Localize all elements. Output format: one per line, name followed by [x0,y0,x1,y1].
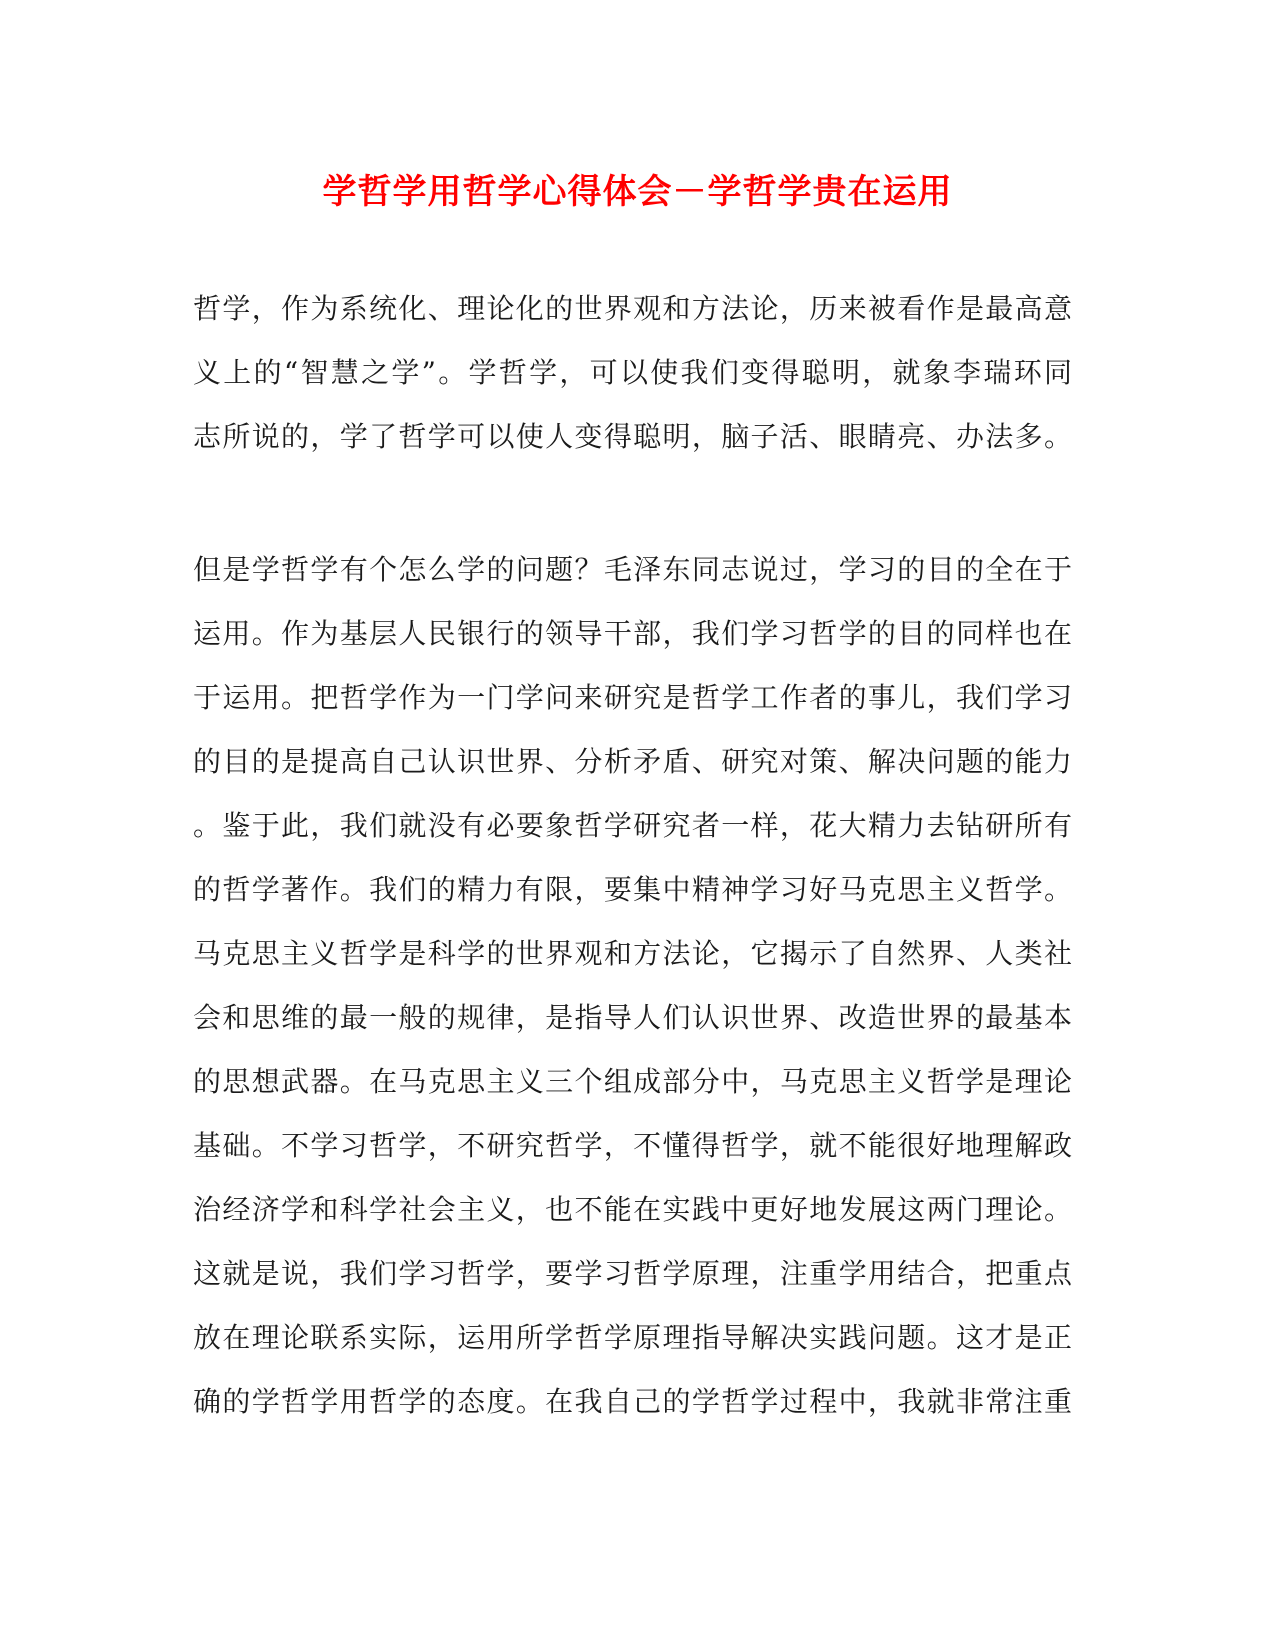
paragraph-line: 确的学哲学用哲学的态度。在我自己的学哲学过程中，我就非常注重 [193,1385,1073,1418]
paragraph-line: 于运用。把哲学作为一门学问来研究是哲学工作者的事儿，我们学习 [193,681,1073,714]
paragraph-line: 的哲学著作。我们的精力有限，要集中精神学习好马克思主义哲学。 [193,873,1073,906]
paragraph-2 [193,538,1073,1434]
paragraph-line: 马克思主义哲学是科学的世界观和方法论，它揭示了自然界、人类社 [193,937,1073,970]
paragraph-1 [193,277,1073,469]
paragraph-line: 治经济学和科学社会主义，也不能在实践中更好地发展这两门理论。 [193,1193,1073,1226]
paragraph-line: 义上的“智慧之学”。学哲学，可以使我们变得聪明，就象李瑞环同 [193,356,1073,389]
paragraph-line: 运用。作为基层人民银行的领导干部，我们学习哲学的目的同样也在 [193,617,1073,650]
paragraph-line: 但是学哲学有个怎么学的问题？毛泽东同志说过，学习的目的全在于 [193,553,1073,586]
paragraph-line: 这就是说，我们学习哲学，要学习哲学原理，注重学用结合，把重点 [193,1257,1073,1290]
paragraph-line: 会和思维的最一般的规律，是指导人们认识世界、改造世界的最基本 [193,1001,1073,1034]
paragraph-line: 哲学，作为系统化、理论化的世界观和方法论，历来被看作是最高意 [193,292,1073,325]
paragraph-line: 。鉴于此，我们就没有必要象哲学研究者一样，花大精力去钻研所有 [193,809,1073,842]
paragraph-line: 的目的是提高自己认识世界、分析矛盾、研究对策、解决问题的能力 [193,745,1073,778]
paragraph-line: 放在理论联系实际，运用所学哲学原理指导解决实践问题。这才是正 [193,1321,1073,1354]
paragraph-line: 的思想武器。在马克思主义三个组成部分中，马克思主义哲学是理论 [193,1065,1073,1098]
paragraph-line: 志所说的，学了哲学可以使人变得聪明，脑子活、眼睛亮、办法多。 [193,420,1073,453]
document-title: 学哲学用哲学心得体会－学哲学贵在运用 [322,172,953,212]
paragraph-line: 基础。不学习哲学，不研究哲学，不懂得哲学，就不能很好地理解政 [193,1129,1073,1162]
